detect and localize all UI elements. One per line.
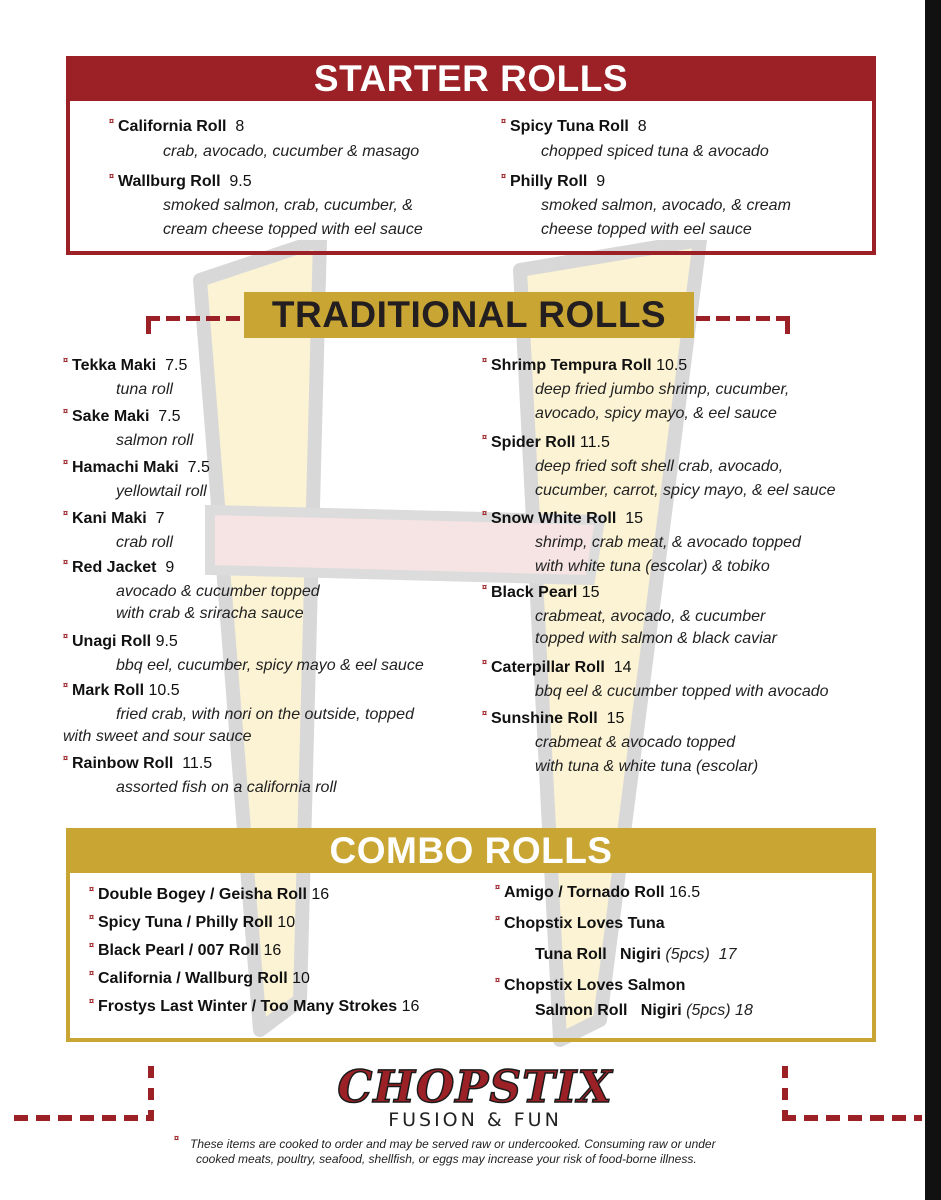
menu-item: Black Pearl / 007 Roll 16 <box>98 942 282 959</box>
footer-tick-left <box>148 1066 154 1121</box>
right-edge-strip <box>925 0 941 1200</box>
divider-tick-right <box>785 316 790 334</box>
item-marker-icon: ¤ <box>89 940 95 950</box>
logo-tagline: FUSION & FUN <box>388 1109 562 1131</box>
menu-item: Tekka Maki 7.5 <box>72 357 188 374</box>
footer-tick-right <box>782 1066 788 1121</box>
item-marker-icon: ¤ <box>109 116 115 126</box>
menu-subitem: Salmon Roll Nigiri (5pcs) 18 <box>535 1002 753 1019</box>
menu-item: Caterpillar Roll 14 <box>491 659 632 676</box>
item-marker-icon: ¤ <box>63 406 69 416</box>
divider-dashes-left <box>146 316 244 321</box>
footer-disclaimer: These items are cooked to order and may be served raw or undercooked. Consuming raw or under cooked meats, poultry, seafood, shellfish, or eggs may increase your risk of food-borne illness. <box>190 1137 716 1166</box>
item-marker-icon: ¤ <box>63 355 69 365</box>
menu-item: Hamachi Maki 7.5 <box>72 459 210 476</box>
menu-item: Spicy Tuna Roll 8 <box>510 118 647 135</box>
menu-item: Philly Roll 9 <box>510 173 606 190</box>
menu-item: Rainbow Roll 11.5 <box>72 755 213 772</box>
item-marker-icon: ¤ <box>482 432 488 442</box>
logo-brand: CHOPSTIX <box>337 1062 613 1113</box>
menu-item: Black Pearl 15 <box>491 584 600 601</box>
starter-rolls-title: STARTER ROLLS <box>313 58 629 99</box>
menu-item: Wallburg Roll 9.5 <box>118 173 252 190</box>
menu-item: Red Jacket 9 <box>72 559 175 576</box>
item-marker-icon: ¤ <box>63 631 69 641</box>
item-marker-icon: ¤ <box>109 171 115 181</box>
menu-item: Double Bogey / Geisha Roll 16 <box>98 886 330 903</box>
item-marker-icon: ¤ <box>63 680 69 690</box>
menu-item: Amigo / Tornado Roll 16.5 <box>504 884 701 901</box>
item-marker-icon: ¤ <box>63 753 69 763</box>
menu-item: Sake Maki 7.5 <box>72 408 181 425</box>
item-marker-icon: ¤ <box>89 884 95 894</box>
menu-item: Chopstix Loves Salmon <box>504 977 686 994</box>
footer-marker-icon: ¤ <box>174 1133 180 1143</box>
item-marker-icon: ¤ <box>482 657 488 667</box>
menu-subitem: Tuna Roll Nigiri (5pcs) 17 <box>535 946 737 963</box>
item-marker-icon: ¤ <box>501 171 507 181</box>
item-marker-icon: ¤ <box>495 913 501 923</box>
menu-item: California Roll 8 <box>118 118 245 135</box>
starter-rolls-header <box>66 56 876 101</box>
footer-dashes-right <box>782 1115 922 1121</box>
menu-item: Mark Roll 10.5 <box>72 682 180 699</box>
item-marker-icon: ¤ <box>482 582 488 592</box>
traditional-rolls-header <box>244 292 694 338</box>
menu-item: California / Wallburg Roll 10 <box>98 970 310 987</box>
menu-item: Chopstix Loves Tuna <box>504 915 665 932</box>
item-marker-icon: ¤ <box>63 508 69 518</box>
item-marker-icon: ¤ <box>501 116 507 126</box>
item-marker-icon: ¤ <box>89 912 95 922</box>
menu-item: Frostys Last Winter / Too Many Strokes 16 <box>98 998 420 1015</box>
menu-item: Snow White Roll 15 <box>491 510 644 527</box>
divider-dashes-right <box>696 316 790 321</box>
item-marker-icon: ¤ <box>495 882 501 892</box>
divider-tick-left <box>146 316 151 334</box>
item-marker-icon: ¤ <box>63 557 69 567</box>
menu-item: Kani Maki 7 <box>72 510 165 527</box>
chopstix-logo <box>330 1062 620 1135</box>
item-marker-icon: ¤ <box>63 457 69 467</box>
combo-rolls-title: COMBO ROLLS <box>329 830 613 871</box>
item-marker-icon: ¤ <box>482 355 488 365</box>
item-marker-icon: ¤ <box>89 996 95 1006</box>
menu-item: Unagi Roll 9.5 <box>72 633 178 650</box>
item-marker-icon: ¤ <box>482 508 488 518</box>
menu-page: STARTER ROLLS ¤ California Roll 8 crab, avocado, cucumber & masago ¤ Wallburg Roll 9.5 smoked salmon, crab, cucumber, & cream cheese topped with eel sauce ¤ Spicy Tuna Roll 8 chopped spiced tuna & avocado ¤ Philly Roll 9 smoked salmon, avocado, & cream cheese topped with eel sauce TRADITIONAL ROLLS ¤ Tekka Maki 7.5 tuna roll ¤ Sake Maki 7.5 salmon roll ¤ Hamachi Maki 7.5 yellowtail roll ¤ Kani Maki 7 crab roll ¤ Red Jacket 9 avocado & cucumber topped with crab & sriracha sauce ¤ Unagi Roll 9.5 bbq eel, cucumber, spicy mayo & eel sauce ¤ Mark Roll 10.5 fried crab, with nori on the outside, topped with sweet and sour sauce ¤ Rainbow Roll 11.5 assorted fish on a california roll ¤ Shrimp Tempura Roll 10.5 deep fried jumbo shrimp, cucumber, avocado, spicy mayo, & eel sauce ¤ Spider Roll 11.5 deep fried soft shell crab, avocado, cucumber, carrot, spicy mayo, & eel sauce ¤ Snow White Roll 15 shrimp, crab meat, & avocado topped with white tuna (escolar) & tobiko ¤ Black Pearl 15 crabmeat, avocado, & cucumber topped with salmon & black caviar ¤ Caterpillar Roll 14 bbq eel & cucumber topped with avocado ¤ Sunshine Roll 15 crabmeat & avocado topped with tuna & white tuna (escolar) COMBO ROLLS ¤ Double Bogey / Geisha Roll 16 ¤ Spicy Tuna / Philly Roll 10 ¤ Black Pearl / 007 Roll 16 ¤ California / Wallburg Roll 10 ¤ Frostys Last Winter / Too Many Strokes 16 ¤ Amigo / Tornado Roll 16.5 ¤ Chopstix Loves Tuna Tuna Roll Nigiri (5pcs) 17 ¤ Chopstix Loves Salmon Salmon Roll Nigiri (5pcs) 18 CHOPSTIX FUSION & FUN ¤ These items are cooked to order and may be served raw or undercooked. Consuming raw or under cooked meats, poultry, seafood, shellfish, or eggs may increase your risk of food-borne illness. <box>0 0 925 1200</box>
item-marker-icon: ¤ <box>495 975 501 985</box>
menu-item: Shrimp Tempura Roll 10.5 <box>491 357 688 374</box>
item-marker-icon: ¤ <box>89 968 95 978</box>
item-marker-icon: ¤ <box>482 708 488 718</box>
footer-dashes-left <box>14 1115 154 1121</box>
menu-item: Spider Roll 11.5 <box>491 434 610 451</box>
menu-item: Sunshine Roll 15 <box>491 710 625 727</box>
traditional-rolls-title: TRADITIONAL ROLLS <box>271 294 667 335</box>
menu-item: Spicy Tuna / Philly Roll 10 <box>98 914 296 931</box>
combo-rolls-header <box>66 828 876 873</box>
